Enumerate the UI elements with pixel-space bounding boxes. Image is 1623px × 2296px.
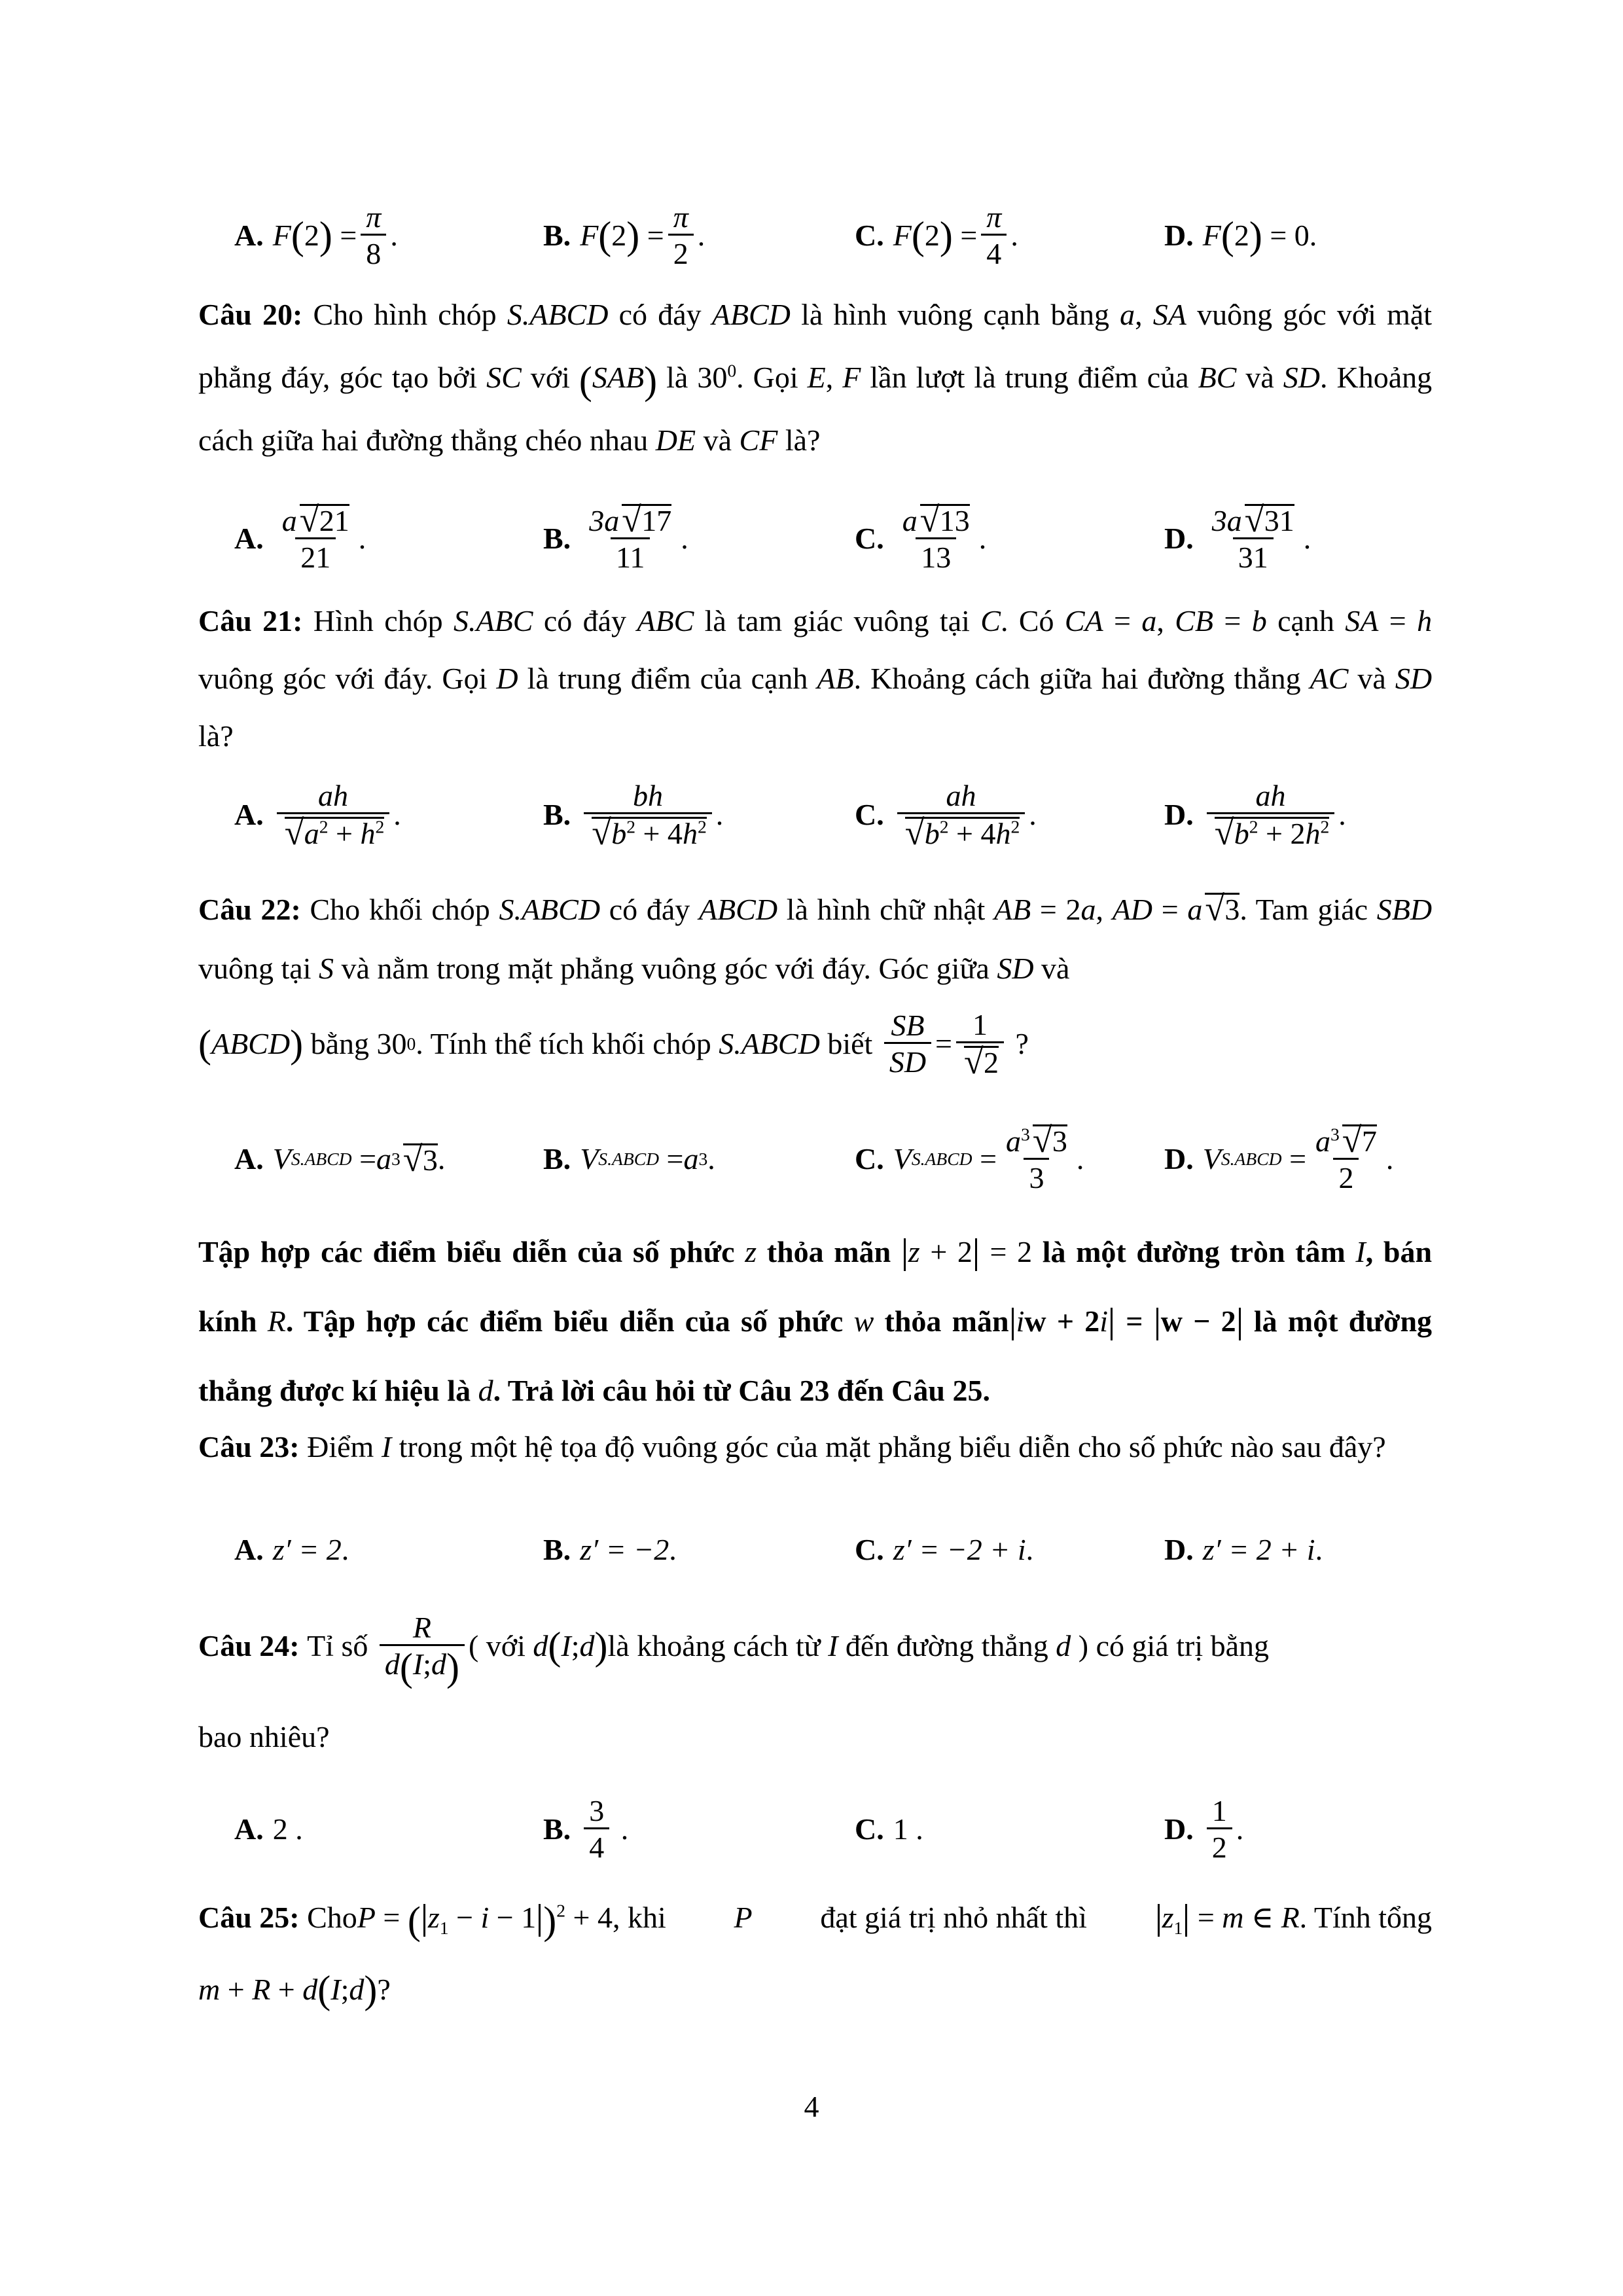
q21-text: Câu 21: Hình chóp S.ABC có đáy ABC là tam giác vuông tại C. Có CA = a, CB = b cạnh SA = h vuông góc với đáy. Gọi D là trung điểm của cạnh AB. Khoảng cách giữa hai đường thẳng AC và SD là? [198, 604, 1433, 753]
q23-option-a[interactable]: A. z′ = 2 . [234, 1532, 349, 1566]
q22-option-a[interactable]: A. V S.ABCD = a 3 √ 3 . [234, 1117, 445, 1202]
page-number: 4 [804, 2090, 819, 2123]
q23-option-b[interactable]: B. z′ = −2 . [543, 1532, 677, 1566]
question-label: Câu 24: [198, 1629, 300, 1663]
q21-option-b[interactable]: B. bh √ $b^2 + 4h^2$ . [543, 772, 723, 857]
q20-option-d[interactable]: D. $\frac{3a√ 31}{31}$ . [1164, 496, 1311, 581]
q19-option-b[interactable]: B. F ( 2 ) = $\frac{\pi}{2}$ . [543, 200, 705, 270]
q24-option-c[interactable]: C. 1 . [855, 1812, 923, 1846]
q19-option-d[interactable]: D. F ( 2 ) = 0 . [1164, 214, 1317, 257]
q20-option-b[interactable]: B. $\frac{3a√ 17}{11}$ . [543, 496, 688, 581]
question-label: Câu 20: [198, 298, 303, 331]
fraction: $\frac{\pi}{4}$ [981, 202, 1007, 270]
q21-option-c[interactable]: C. ah √ $b^2 + 4h^2$ . [855, 772, 1037, 857]
fraction: $\frac{\pi}{2}$ [668, 202, 694, 270]
question-label: Câu 21: [198, 604, 303, 637]
q21-option-d[interactable]: D. ah √ $b^2 + 2h^2$ . [1164, 772, 1346, 857]
question-label: Câu 25: [198, 1900, 300, 1934]
q25-text: Câu 25: ChoP = ( $z_1 - i - 1$ )$^2$ + 4, khi P đạt giá trị nhỏ nhất thì $z_1 = m$ ∈ R. Tính tổng [198, 1899, 1432, 1943]
q21-options [198, 772, 1432, 857]
q22-option-b[interactable]: B. V S.ABCD = a 3 . [543, 1142, 715, 1176]
q22-options [198, 1117, 1432, 1202]
q22-text-line3: ( ABCD ) bằng 30 0 . Tính thể tích khối chóp S.ABCD biết $\frac{SB}{SD}$ = 1 √ 2 ? [198, 1005, 1432, 1083]
question-label: Câu 22: [198, 893, 301, 926]
q20-option-a[interactable]: A. $\frac{a√ 21}{21}$ . [234, 496, 366, 581]
q23-option-c[interactable]: C. z′ = −2 + i . [855, 1532, 1034, 1566]
q24-options [198, 1787, 1432, 1872]
q20-text: Câu 20: Cho hình chóp S.ABCD có đáy ABCD là hình vuông cạnh bằng a, SA vuông góc với mặt phẳng đáy, góc tạo bởi SC với (SAB) là $30^0$. Gọi E, F lần lượt là trung điểm của BC và SD. Khoảng cách giữa hai đường thẳng chéo nhau DE và CF là? [198, 298, 1433, 457]
q24-text: Câu 24: Tỉ số $\frac{R}{d(I;d)}$ ( với d ( I ; d ) là khoảng cách từ I đến đường thẳng d ) có giá trị bằng [198, 1611, 1270, 1689]
q24-option-a[interactable]: A. 2 . [234, 1812, 303, 1846]
q25-text-line2: m + R + d ( I ; d ) ? [198, 1968, 391, 2011]
q19-option-a[interactable]: A. F ( 2 ) = $\frac{\pi}{8}$ . [234, 200, 398, 270]
q24-option-b[interactable]: B. $\frac{3}{4}$ . [543, 1794, 629, 1864]
q23-option-d[interactable]: D. z′ = 2 + i . [1164, 1532, 1323, 1566]
q22-option-c[interactable]: C. V S.ABCD = $\frac{a^3√ 3}{3}$ . [855, 1117, 1084, 1202]
fraction: $\frac{\pi}{8}$ [361, 202, 386, 270]
q21-option-a[interactable]: A. ah √ $a^2 + h^2$ . [234, 772, 401, 857]
q23-text: Câu 23: Điểm I trong một hệ tọa độ vuông góc của mặt phẳng biểu diễn cho số phức nào sau đây? [198, 1430, 1386, 1463]
q20-options [198, 496, 1432, 581]
q22-text: Câu 22: Cho khối chóp S.ABCD có đáy ABCD là hình chữ nhật AB = 2a, AD = a√ 3. Tam giác SBD vuông tại S và nằm trong mặt phẳng vuông góc với đáy. Góc giữa SD và [198, 880, 1432, 998]
q20-option-c[interactable]: C. $\frac{a√ 13}{13}$ . [855, 496, 986, 581]
q23-options [198, 1522, 1432, 1577]
intro-text: Tập hợp các điểm biểu diễn của số phức z thỏa mãn z + 2 = 2 là một đường tròn tâm I, bán kính R. Tập hợp các điểm biểu diễn của số phức w thỏa mãn iw + 2i = w − 2 là một đường thẳng được kí hiệu là d. Trả lời câu hỏi từ Câu 23 đến Câu 25. [198, 1235, 1433, 1407]
q24-option-d[interactable]: D. $\frac{1}{2}$ . [1164, 1794, 1244, 1864]
q24-text-line2: bao nhiêu? [198, 1720, 330, 1753]
question-label: Câu 23: [198, 1430, 300, 1463]
q19-option-c[interactable]: C. F ( 2 ) = $\frac{\pi}{4}$ . [855, 200, 1018, 270]
q19-options [198, 193, 1432, 278]
q22-option-d[interactable]: D. V S.ABCD = $\frac{a^3√ 7}{2}$ . [1164, 1117, 1393, 1202]
